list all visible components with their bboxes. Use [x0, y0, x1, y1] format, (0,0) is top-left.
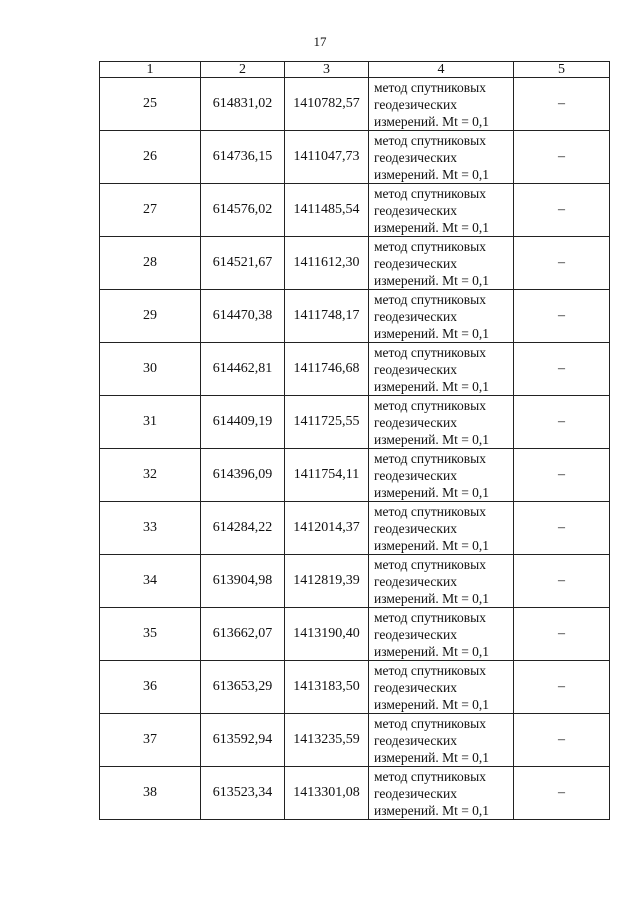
method-cell: [369, 555, 514, 608]
method-line-1: метод спутниковых: [374, 132, 486, 148]
coordinate-x: 614831,02: [201, 78, 285, 131]
method-cell: [369, 449, 514, 502]
table-row: [100, 396, 610, 449]
table-row: [100, 714, 610, 767]
point-number: 27: [100, 184, 201, 237]
coordinate-y: 1413183,50: [285, 661, 369, 714]
coordinate-x: 614576,02: [201, 184, 285, 237]
method-cell: [369, 237, 514, 290]
table-header: [100, 62, 610, 78]
coordinate-y: 1411754,11: [285, 449, 369, 502]
coordinate-x: 613592,94: [201, 714, 285, 767]
method-line-2: геодезических: [374, 785, 457, 801]
method-line-3: измерений. Mt = 0,1: [374, 484, 490, 500]
method-cell: [369, 714, 514, 767]
header-cell-3: 3: [285, 62, 369, 78]
description-cell: –: [514, 555, 610, 608]
coordinate-x: 614409,19: [201, 396, 285, 449]
description-cell: –: [514, 608, 610, 661]
method-line-1: метод спутниковых: [374, 291, 486, 307]
method-line-1: метод спутниковых: [374, 662, 486, 678]
coordinate-y: 1411612,30: [285, 237, 369, 290]
description-cell: –: [514, 502, 610, 555]
method-line-1: метод спутниковых: [374, 397, 486, 413]
method-line-2: геодезических: [374, 520, 457, 536]
coordinate-y: 1411748,17: [285, 290, 369, 343]
method-line-1: метод спутниковых: [374, 238, 486, 254]
coordinate-x: 614284,22: [201, 502, 285, 555]
table-row: [100, 343, 610, 396]
point-number: 33: [100, 502, 201, 555]
coordinate-y: 1410782,57: [285, 78, 369, 131]
header-cell-5: 5: [514, 62, 610, 78]
point-number: 26: [100, 131, 201, 184]
method-line-1: метод спутниковых: [374, 450, 486, 466]
point-number: 28: [100, 237, 201, 290]
coordinate-y: 1412014,37: [285, 502, 369, 555]
table-row: [100, 184, 610, 237]
method-line-1: метод спутниковых: [374, 715, 486, 731]
table-row: [100, 78, 610, 131]
coordinate-x: 614462,81: [201, 343, 285, 396]
coordinate-y: 1413235,59: [285, 714, 369, 767]
coordinate-x: 614470,38: [201, 290, 285, 343]
method-line-3: измерений. Mt = 0,1: [374, 325, 490, 341]
method-line-2: геодезических: [374, 202, 457, 218]
method-cell: [369, 767, 514, 820]
method-line-2: геодезических: [374, 679, 457, 695]
method-cell: [369, 502, 514, 555]
method-cell: [369, 290, 514, 343]
method-line-3: измерений. Mt = 0,1: [374, 166, 490, 182]
table-row: [100, 290, 610, 343]
table-body: [100, 78, 610, 820]
coordinate-y: 1412819,39: [285, 555, 369, 608]
method-cell: [369, 343, 514, 396]
coordinate-x: 613662,07: [201, 608, 285, 661]
method-cell: [369, 396, 514, 449]
description-cell: –: [514, 131, 610, 184]
method-cell: [369, 608, 514, 661]
method-line-3: измерений. Mt = 0,1: [374, 272, 490, 288]
method-line-2: геодезических: [374, 414, 457, 430]
method-line-3: измерений. Mt = 0,1: [374, 219, 490, 235]
coordinate-x: 613523,34: [201, 767, 285, 820]
coordinate-y: 1413301,08: [285, 767, 369, 820]
coordinate-x: 613653,29: [201, 661, 285, 714]
method-line-3: измерений. Mt = 0,1: [374, 537, 490, 553]
method-line-1: метод спутниковых: [374, 79, 486, 95]
description-cell: –: [514, 714, 610, 767]
coordinates-table: [99, 61, 610, 820]
point-number: 36: [100, 661, 201, 714]
method-line-1: метод спутниковых: [374, 185, 486, 201]
table-row: [100, 555, 610, 608]
method-line-1: метод спутниковых: [374, 344, 486, 360]
table-row: [100, 449, 610, 502]
method-line-2: геодезических: [374, 361, 457, 377]
point-number: 37: [100, 714, 201, 767]
method-line-2: геодезических: [374, 255, 457, 271]
method-line-2: геодезических: [374, 732, 457, 748]
coordinate-y: 1411725,55: [285, 396, 369, 449]
header-row: [100, 62, 610, 78]
point-number: 29: [100, 290, 201, 343]
method-cell: [369, 184, 514, 237]
table-row: [100, 661, 610, 714]
method-line-3: измерений. Mt = 0,1: [374, 643, 490, 659]
method-line-1: метод спутниковых: [374, 503, 486, 519]
method-line-3: измерений. Mt = 0,1: [374, 590, 490, 606]
description-cell: –: [514, 237, 610, 290]
method-line-1: метод спутниковых: [374, 556, 486, 572]
point-number: 32: [100, 449, 201, 502]
coordinate-y: 1411047,73: [285, 131, 369, 184]
table-row: [100, 608, 610, 661]
method-line-2: геодезических: [374, 467, 457, 483]
method-line-2: геодезических: [374, 308, 457, 324]
table-row: [100, 767, 610, 820]
method-line-3: измерений. Mt = 0,1: [374, 802, 490, 818]
coordinate-x: 614521,67: [201, 237, 285, 290]
point-number: 30: [100, 343, 201, 396]
coordinate-y: 1411485,54: [285, 184, 369, 237]
point-number: 34: [100, 555, 201, 608]
header-cell-2: 2: [201, 62, 285, 78]
description-cell: –: [514, 290, 610, 343]
method-line-1: метод спутниковых: [374, 609, 486, 625]
method-line-3: измерений. Mt = 0,1: [374, 378, 490, 394]
description-cell: –: [514, 343, 610, 396]
header-cell-4: 4: [369, 62, 514, 78]
coordinate-y: 1411746,68: [285, 343, 369, 396]
description-cell: –: [514, 449, 610, 502]
method-line-3: измерений. Mt = 0,1: [374, 749, 490, 765]
coordinate-y: 1413190,40: [285, 608, 369, 661]
coordinate-x: 614736,15: [201, 131, 285, 184]
page-number: 17: [313, 34, 327, 49]
table-row: [100, 502, 610, 555]
description-cell: –: [514, 396, 610, 449]
description-cell: –: [514, 78, 610, 131]
description-cell: –: [514, 767, 610, 820]
method-line-2: геодезических: [374, 96, 457, 112]
table-row: [100, 237, 610, 290]
coordinate-x: 614396,09: [201, 449, 285, 502]
method-line-2: геодезических: [374, 573, 457, 589]
method-line-3: измерений. Mt = 0,1: [374, 431, 490, 447]
method-line-2: геодезических: [374, 149, 457, 165]
point-number: 35: [100, 608, 201, 661]
point-number: 25: [100, 78, 201, 131]
method-line-1: метод спутниковых: [374, 768, 486, 784]
coordinate-x: 613904,98: [201, 555, 285, 608]
method-line-3: измерений. Mt = 0,1: [374, 696, 490, 712]
method-cell: [369, 131, 514, 184]
description-cell: –: [514, 184, 610, 237]
point-number: 31: [100, 396, 201, 449]
description-cell: –: [514, 661, 610, 714]
method-line-3: измерений. Mt = 0,1: [374, 113, 490, 129]
method-cell: [369, 78, 514, 131]
method-cell: [369, 661, 514, 714]
method-line-2: геодезических: [374, 626, 457, 642]
header-cell-1: 1: [100, 62, 201, 78]
point-number: 38: [100, 767, 201, 820]
table-row: [100, 131, 610, 184]
